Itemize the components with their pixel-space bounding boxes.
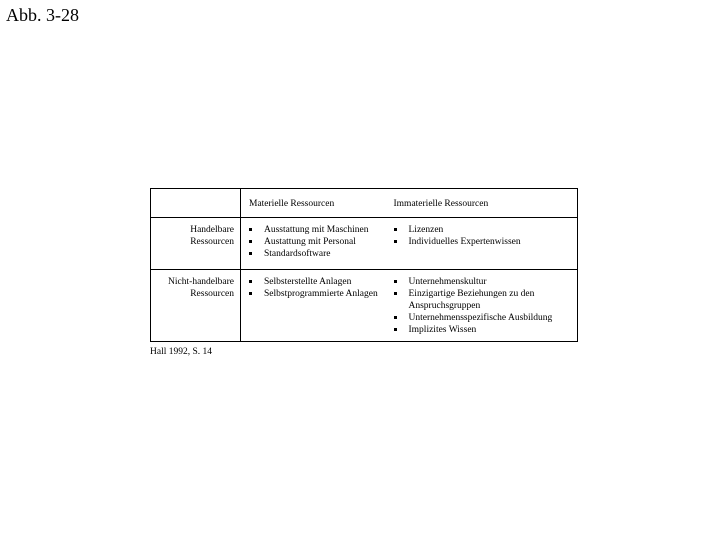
cell-tradable-material	[241, 218, 386, 270]
resource-matrix-table	[150, 188, 578, 342]
bullet-list	[249, 276, 380, 300]
list-item-text: Lizenzen	[408, 225, 444, 235]
bullet-icon	[394, 280, 397, 283]
bullet-icon	[394, 292, 397, 295]
table-row	[151, 218, 578, 270]
bullet-icon	[249, 240, 252, 243]
list-item-text: Selbsterstellte Anlagen	[264, 277, 352, 287]
source-citation: Hall 1992, S. 14	[150, 347, 213, 357]
list-item	[394, 288, 572, 312]
list-item-text: Unternehmenskultur	[408, 277, 487, 287]
figure-number: Abb. 3-28	[6, 5, 79, 25]
list-item	[249, 236, 380, 248]
bullet-icon	[394, 316, 397, 319]
list-item	[394, 224, 572, 236]
list-item-text: Ausstattung mit Maschinen	[264, 225, 369, 235]
list-item	[249, 276, 380, 288]
list-item	[394, 324, 572, 336]
list-item	[394, 312, 572, 324]
list-item-text: Selbstprogrammierte Anlagen	[264, 289, 378, 299]
list-item-text: Implizites Wissen	[408, 325, 477, 335]
list-item-text: Einzigartige Beziehungen zu den Anspruchsgruppen	[408, 289, 535, 311]
row-label-non-tradable: Nicht-handelbare Ressourcen	[151, 270, 241, 342]
cell-tradable-immaterial	[386, 218, 578, 270]
list-item-text: Unternehmensspezifische Ausbildung	[408, 313, 553, 323]
list-item-text: Standardsoftware	[264, 249, 331, 259]
list-item	[249, 224, 380, 236]
list-item	[249, 288, 380, 300]
bullet-list	[394, 276, 572, 336]
bullet-icon	[394, 328, 397, 331]
bullet-icon	[249, 228, 252, 231]
bullet-icon	[394, 228, 397, 231]
list-item-text: Austattung mit Personal	[264, 237, 356, 247]
list-item	[394, 236, 572, 248]
header-immaterial: Immaterielle Ressourcen	[386, 189, 578, 218]
bullet-icon	[394, 240, 397, 243]
header-material: Materielle Ressourcen	[241, 189, 386, 218]
table-row	[151, 270, 578, 342]
row-label-tradable: Handelbare Ressourcen	[151, 218, 241, 270]
resource-figure	[150, 188, 577, 358]
bullet-icon	[249, 252, 252, 255]
bullet-list	[394, 224, 572, 248]
cell-non-tradable-material	[241, 270, 386, 342]
table-header-row	[151, 189, 578, 218]
list-item	[394, 276, 572, 288]
cell-non-tradable-immaterial	[386, 270, 578, 342]
header-corner-cell	[151, 189, 241, 218]
bullet-icon	[249, 292, 252, 295]
list-item	[249, 248, 380, 260]
bullet-icon	[249, 280, 252, 283]
bullet-list	[249, 224, 380, 260]
list-item-text: Individuelles Expertenwissen	[408, 237, 521, 247]
